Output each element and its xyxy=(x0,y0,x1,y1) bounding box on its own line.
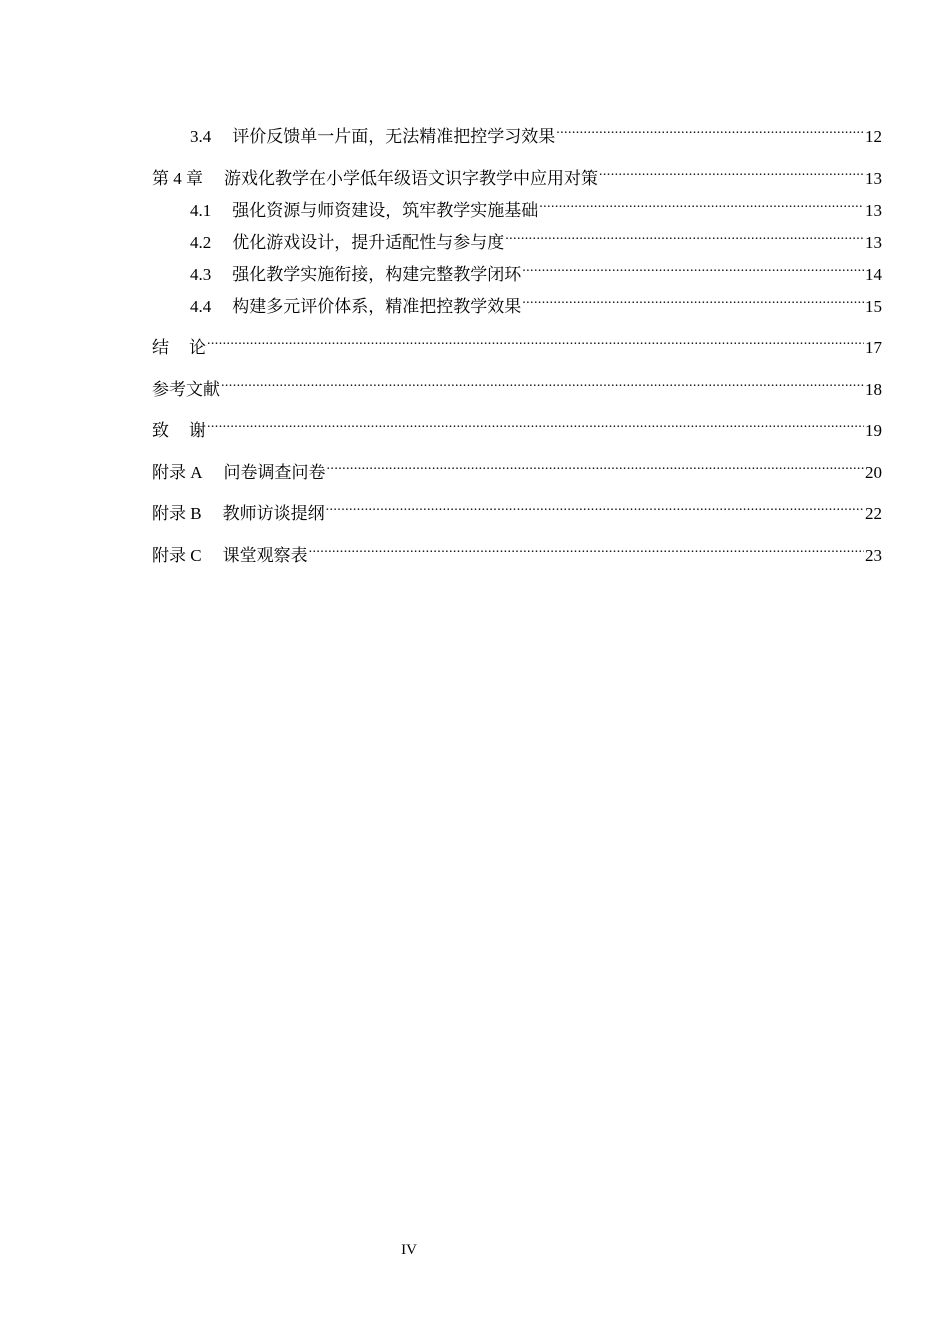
toc-entry-title: 评价反馈单一片面，无法精准把控学习效果 xyxy=(232,127,556,146)
toc-entry-acknowledgements xyxy=(152,412,882,441)
toc-leader-dots xyxy=(556,118,864,142)
toc-entry-page: 13 xyxy=(865,201,882,220)
toc-entry-references xyxy=(152,371,882,400)
toc-entry-appendix-b xyxy=(152,495,882,524)
toc-entry-page: 12 xyxy=(865,127,882,146)
toc-leader-dots xyxy=(207,412,864,436)
toc-entry-title: 课堂观察表 xyxy=(222,546,308,566)
toc-entry-page: 20 xyxy=(865,463,882,482)
toc-entry-title: 优化游戏设计，提升适配性与参与度 xyxy=(232,233,505,252)
toc-entry-4-4 xyxy=(190,288,882,316)
toc-leader-dots xyxy=(327,454,864,478)
toc-entry-title: 谢 xyxy=(189,421,206,441)
toc-entry-appendix-c xyxy=(152,537,882,566)
toc-entry-title: 强化教学实施衔接，构建完整教学闭环 xyxy=(232,265,522,284)
toc-entry-page: 15 xyxy=(865,297,882,316)
toc-entry-number: 附录 C xyxy=(152,546,202,565)
toc-entry-page: 14 xyxy=(865,265,882,284)
toc-entry-page: 19 xyxy=(865,421,882,440)
toc-leader-dots xyxy=(309,537,864,561)
toc-entry-number: 附录 A xyxy=(152,463,203,482)
toc-entry-number: 4.1 xyxy=(190,201,212,220)
toc-entry-number: 第 4 章 xyxy=(152,169,203,188)
toc-leader-dots xyxy=(326,495,864,519)
toc-entry-number: 4.3 xyxy=(190,265,212,284)
toc-entry-number: 附录 B xyxy=(152,504,202,523)
toc-leader-dots xyxy=(522,256,864,280)
toc-entry-4-2 xyxy=(190,224,882,252)
toc-entry-page: 18 xyxy=(865,380,882,399)
toc-leader-dots xyxy=(207,329,864,353)
toc-entry-title: 游戏化教学在小学低年级语文识字教学中应用对策 xyxy=(224,169,598,189)
toc-entry-title: 论 xyxy=(189,338,206,358)
toc-entry-chapter-4 xyxy=(152,160,882,189)
toc-entry-4-1 xyxy=(190,192,882,220)
toc-entry-page: 13 xyxy=(865,169,882,188)
toc-entry-page: 23 xyxy=(865,546,882,565)
toc-entry-number: 4.2 xyxy=(190,233,212,252)
toc-entry-4-3 xyxy=(190,256,882,284)
toc-leader-dots xyxy=(522,288,864,312)
toc-entry-appendix-a xyxy=(152,454,882,483)
toc-leader-dots xyxy=(505,224,864,248)
toc-leader-dots xyxy=(599,160,864,184)
toc-entry-title: 教师访谈提纲 xyxy=(222,504,325,524)
page-number: IV xyxy=(401,1242,417,1258)
toc-entry-page: 22 xyxy=(865,504,882,523)
toc-entry-3-4 xyxy=(190,118,882,146)
toc-entry-conclusion xyxy=(152,329,882,358)
toc-entry-number: 3.4 xyxy=(190,127,212,146)
toc-leader-dots xyxy=(221,371,864,395)
toc-entry-page: 17 xyxy=(865,338,882,357)
toc-entry-title: 参考文献 xyxy=(152,380,220,400)
toc-entry-title: 构建多元评价体系，精准把控教学效果 xyxy=(232,297,522,316)
toc-entry-title: 问卷调查问卷 xyxy=(223,463,326,483)
toc-entry-number: 结 xyxy=(152,338,169,357)
toc-entry-number: 致 xyxy=(152,421,169,440)
toc-entry-number: 4.4 xyxy=(190,297,212,316)
toc-leader-dots xyxy=(539,192,864,216)
toc-entry-title: 强化资源与师资建设，筑牢教学实施基础 xyxy=(232,201,539,220)
toc-entry-page: 13 xyxy=(865,233,882,252)
